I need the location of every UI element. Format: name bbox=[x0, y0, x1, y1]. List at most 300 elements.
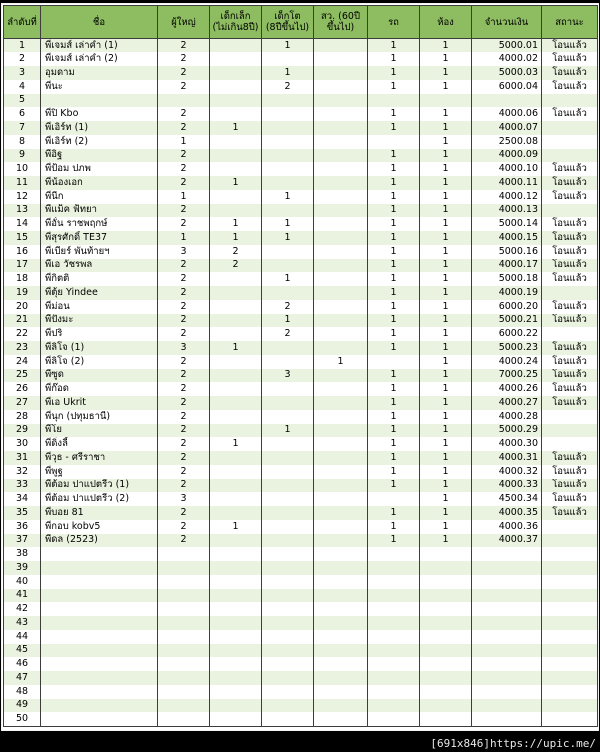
cell-amount[interactable]: 4000.35 bbox=[472, 506, 542, 520]
cell-kid-small[interactable] bbox=[210, 492, 262, 506]
cell-car[interactable]: 1 bbox=[368, 190, 420, 204]
cell-adult[interactable]: 1 bbox=[158, 231, 210, 245]
cell-room[interactable]: 1 bbox=[420, 149, 472, 163]
cell-kid-big[interactable] bbox=[262, 107, 314, 121]
cell-room[interactable]: 1 bbox=[420, 492, 472, 506]
cell-amount[interactable] bbox=[472, 547, 542, 561]
cell-status[interactable] bbox=[542, 671, 598, 685]
cell-amount[interactable]: 4000.19 bbox=[472, 286, 542, 300]
cell-senior[interactable] bbox=[314, 66, 368, 80]
cell-car[interactable] bbox=[368, 699, 420, 713]
cell-car[interactable]: 1 bbox=[368, 382, 420, 396]
cell-kid-small[interactable] bbox=[210, 80, 262, 94]
cell-kid-small[interactable] bbox=[210, 644, 262, 658]
cell-room[interactable]: 1 bbox=[420, 39, 472, 53]
cell-kid-big[interactable]: 1 bbox=[262, 231, 314, 245]
cell-amount[interactable] bbox=[472, 94, 542, 108]
cell-kid-small[interactable] bbox=[210, 149, 262, 163]
cell-status[interactable] bbox=[542, 602, 598, 616]
cell-amount[interactable] bbox=[472, 616, 542, 630]
cell-kid-big[interactable] bbox=[262, 162, 314, 176]
cell-car[interactable]: 1 bbox=[368, 259, 420, 273]
cell-kid-small[interactable] bbox=[210, 602, 262, 616]
cell-status[interactable]: โอนแล้ว bbox=[542, 300, 598, 314]
cell-room[interactable]: 1 bbox=[420, 259, 472, 273]
cell-name[interactable]: พี่เจมส์ เล่าคำ (1) bbox=[41, 39, 158, 53]
cell-kid-small[interactable] bbox=[210, 575, 262, 589]
cell-senior[interactable] bbox=[314, 176, 368, 190]
cell-car[interactable] bbox=[368, 589, 420, 603]
cell-kid-small[interactable]: 1 bbox=[210, 341, 262, 355]
cell-name[interactable]: พี่เอ วัชรพล bbox=[41, 259, 158, 273]
cell-senior[interactable] bbox=[314, 149, 368, 163]
cell-amount[interactable]: 7000.25 bbox=[472, 369, 542, 383]
cell-no[interactable]: 16 bbox=[4, 245, 41, 259]
cell-status[interactable]: โอนแล้ว bbox=[542, 369, 598, 383]
cell-adult[interactable]: 2 bbox=[158, 534, 210, 548]
cell-room[interactable] bbox=[420, 547, 472, 561]
cell-amount[interactable]: 5000.23 bbox=[472, 341, 542, 355]
cell-no[interactable]: 28 bbox=[4, 410, 41, 424]
cell-status[interactable]: โอนแล้ว bbox=[542, 492, 598, 506]
cell-no[interactable]: 44 bbox=[4, 630, 41, 644]
cell-amount[interactable]: 4000.07 bbox=[472, 121, 542, 135]
cell-room[interactable]: 1 bbox=[420, 534, 472, 548]
cell-senior[interactable] bbox=[314, 424, 368, 438]
cell-status[interactable]: โอนแล้ว bbox=[542, 52, 598, 66]
cell-car[interactable]: 1 bbox=[368, 107, 420, 121]
cell-amount[interactable]: 4000.17 bbox=[472, 259, 542, 273]
cell-adult[interactable] bbox=[158, 616, 210, 630]
cell-senior[interactable] bbox=[314, 300, 368, 314]
cell-name[interactable]: พี่ดิ่งลี้ bbox=[41, 437, 158, 451]
cell-name[interactable]: พี่ป้อม ปภพ bbox=[41, 162, 158, 176]
cell-no[interactable]: 24 bbox=[4, 355, 41, 369]
cell-name[interactable]: พี่วุธ - ศรีราชา bbox=[41, 451, 158, 465]
cell-kid-small[interactable] bbox=[210, 410, 262, 424]
cell-status[interactable] bbox=[542, 712, 598, 726]
cell-room[interactable]: 1 bbox=[420, 217, 472, 231]
cell-senior[interactable] bbox=[314, 245, 368, 259]
cell-status[interactable] bbox=[542, 94, 598, 108]
cell-room[interactable]: 1 bbox=[420, 314, 472, 328]
cell-no[interactable]: 13 bbox=[4, 204, 41, 218]
cell-no[interactable]: 25 bbox=[4, 369, 41, 383]
cell-name[interactable]: พี่เจมส์ เล่าคำ (2) bbox=[41, 52, 158, 66]
cell-status[interactable]: โอนแล้ว bbox=[542, 355, 598, 369]
cell-car[interactable]: 1 bbox=[368, 149, 420, 163]
cell-senior[interactable] bbox=[314, 217, 368, 231]
cell-name[interactable] bbox=[41, 685, 158, 699]
header-adult[interactable]: ผู้ใหญ่ bbox=[158, 6, 210, 39]
cell-room[interactable] bbox=[420, 589, 472, 603]
cell-amount[interactable]: 6000.04 bbox=[472, 80, 542, 94]
cell-car[interactable] bbox=[368, 602, 420, 616]
cell-kid-big[interactable]: 1 bbox=[262, 314, 314, 328]
cell-no[interactable]: 20 bbox=[4, 300, 41, 314]
cell-car[interactable]: 1 bbox=[368, 231, 420, 245]
cell-adult[interactable]: 2 bbox=[158, 66, 210, 80]
cell-kid-big[interactable] bbox=[262, 341, 314, 355]
cell-no[interactable]: 49 bbox=[4, 699, 41, 713]
cell-name[interactable]: พี่นีก bbox=[41, 190, 158, 204]
cell-name[interactable] bbox=[41, 94, 158, 108]
cell-car[interactable]: 1 bbox=[368, 534, 420, 548]
cell-kid-big[interactable] bbox=[262, 547, 314, 561]
cell-no[interactable]: 1 bbox=[4, 39, 41, 53]
cell-kid-big[interactable] bbox=[262, 149, 314, 163]
cell-room[interactable]: 1 bbox=[420, 424, 472, 438]
cell-senior[interactable] bbox=[314, 410, 368, 424]
header-car[interactable]: รถ bbox=[368, 6, 420, 39]
cell-adult[interactable]: 2 bbox=[158, 506, 210, 520]
cell-kid-big[interactable]: 1 bbox=[262, 424, 314, 438]
cell-no[interactable]: 19 bbox=[4, 286, 41, 300]
cell-adult[interactable] bbox=[158, 589, 210, 603]
cell-kid-big[interactable]: 2 bbox=[262, 327, 314, 341]
cell-kid-small[interactable]: 2 bbox=[210, 245, 262, 259]
cell-name[interactable]: พี่ปังมะ bbox=[41, 314, 158, 328]
cell-name[interactable]: พี่เบียร์ พันท้ายฯ bbox=[41, 245, 158, 259]
cell-name[interactable] bbox=[41, 547, 158, 561]
cell-room[interactable]: 1 bbox=[420, 396, 472, 410]
cell-name[interactable]: พี่พูฐ bbox=[41, 465, 158, 479]
cell-room[interactable] bbox=[420, 699, 472, 713]
cell-amount[interactable]: 4000.11 bbox=[472, 176, 542, 190]
cell-no[interactable]: 47 bbox=[4, 671, 41, 685]
cell-status[interactable] bbox=[542, 589, 598, 603]
cell-amount[interactable]: 4000.28 bbox=[472, 410, 542, 424]
cell-senior[interactable] bbox=[314, 107, 368, 121]
cell-adult[interactable] bbox=[158, 575, 210, 589]
cell-room[interactable] bbox=[420, 94, 472, 108]
cell-amount[interactable]: 4000.32 bbox=[472, 465, 542, 479]
cell-car[interactable]: 1 bbox=[368, 162, 420, 176]
cell-room[interactable]: 1 bbox=[420, 506, 472, 520]
cell-status[interactable] bbox=[542, 657, 598, 671]
cell-kid-big[interactable] bbox=[262, 602, 314, 616]
cell-kid-big[interactable] bbox=[262, 534, 314, 548]
cell-senior[interactable] bbox=[314, 534, 368, 548]
cell-amount[interactable]: 5000.18 bbox=[472, 272, 542, 286]
cell-room[interactable]: 1 bbox=[420, 327, 472, 341]
cell-senior[interactable] bbox=[314, 699, 368, 713]
cell-room[interactable]: 1 bbox=[420, 451, 472, 465]
cell-kid-small[interactable] bbox=[210, 424, 262, 438]
cell-room[interactable] bbox=[420, 685, 472, 699]
cell-senior[interactable] bbox=[314, 520, 368, 534]
cell-amount[interactable]: 4000.10 bbox=[472, 162, 542, 176]
cell-adult[interactable] bbox=[158, 547, 210, 561]
cell-name[interactable]: พี่นุก (ปทุมธานี) bbox=[41, 410, 158, 424]
cell-amount[interactable]: 2500.08 bbox=[472, 135, 542, 149]
cell-kid-big[interactable] bbox=[262, 520, 314, 534]
cell-status[interactable] bbox=[542, 149, 598, 163]
cell-status[interactable]: โอนแล้ว bbox=[542, 245, 598, 259]
cell-name[interactable]: พี่ต้อม ปาแปตรีว (2) bbox=[41, 492, 158, 506]
header-senior[interactable]: สว. (60ปี ขึ้นไป) bbox=[314, 6, 368, 39]
cell-name[interactable]: พี่อั๋น ราชพฤกษ์ bbox=[41, 217, 158, 231]
cell-car[interactable]: 1 bbox=[368, 520, 420, 534]
cell-room[interactable]: 1 bbox=[420, 520, 472, 534]
cell-status[interactable] bbox=[542, 135, 598, 149]
cell-name[interactable]: พี่กิตติ bbox=[41, 272, 158, 286]
cell-status[interactable]: โอนแล้ว bbox=[542, 341, 598, 355]
cell-no[interactable]: 37 bbox=[4, 534, 41, 548]
header-room[interactable]: ห้อง bbox=[420, 6, 472, 39]
cell-name[interactable] bbox=[41, 589, 158, 603]
cell-senior[interactable] bbox=[314, 190, 368, 204]
cell-senior[interactable]: 1 bbox=[314, 355, 368, 369]
cell-name[interactable]: พี่ตุ้ย Yindee bbox=[41, 286, 158, 300]
cell-room[interactable] bbox=[420, 657, 472, 671]
cell-kid-small[interactable] bbox=[210, 465, 262, 479]
cell-amount[interactable]: 4000.31 bbox=[472, 451, 542, 465]
cell-kid-big[interactable] bbox=[262, 410, 314, 424]
cell-kid-big[interactable] bbox=[262, 94, 314, 108]
cell-car[interactable]: 1 bbox=[368, 121, 420, 135]
cell-senior[interactable] bbox=[314, 94, 368, 108]
cell-status[interactable] bbox=[542, 575, 598, 589]
cell-room[interactable]: 1 bbox=[420, 231, 472, 245]
cell-amount[interactable]: 4000.15 bbox=[472, 231, 542, 245]
cell-senior[interactable] bbox=[314, 327, 368, 341]
cell-kid-small[interactable]: 1 bbox=[210, 176, 262, 190]
cell-status[interactable]: โอนแล้ว bbox=[542, 506, 598, 520]
cell-kid-small[interactable] bbox=[210, 396, 262, 410]
cell-name[interactable]: อุมดาม bbox=[41, 66, 158, 80]
cell-adult[interactable] bbox=[158, 644, 210, 658]
cell-name[interactable]: พี่นะ bbox=[41, 80, 158, 94]
cell-car[interactable]: 1 bbox=[368, 465, 420, 479]
cell-name[interactable]: พี่เอ Ukrit bbox=[41, 396, 158, 410]
cell-no[interactable]: 23 bbox=[4, 341, 41, 355]
cell-name[interactable]: พี่เอิร์ท (2) bbox=[41, 135, 158, 149]
cell-name[interactable] bbox=[41, 561, 158, 575]
cell-car[interactable]: 1 bbox=[368, 369, 420, 383]
cell-no[interactable]: 17 bbox=[4, 259, 41, 273]
cell-car[interactable]: 1 bbox=[368, 245, 420, 259]
cell-senior[interactable] bbox=[314, 506, 368, 520]
cell-kid-big[interactable] bbox=[262, 176, 314, 190]
cell-room[interactable]: 1 bbox=[420, 369, 472, 383]
cell-kid-big[interactable]: 2 bbox=[262, 80, 314, 94]
cell-senior[interactable] bbox=[314, 80, 368, 94]
cell-kid-big[interactable]: 1 bbox=[262, 39, 314, 53]
cell-name[interactable] bbox=[41, 616, 158, 630]
cell-no[interactable]: 43 bbox=[4, 616, 41, 630]
cell-no[interactable]: 30 bbox=[4, 437, 41, 451]
cell-car[interactable]: 1 bbox=[368, 437, 420, 451]
cell-senior[interactable] bbox=[314, 630, 368, 644]
cell-car[interactable]: 1 bbox=[368, 327, 420, 341]
cell-kid-small[interactable] bbox=[210, 314, 262, 328]
cell-adult[interactable]: 2 bbox=[158, 314, 210, 328]
cell-no[interactable]: 50 bbox=[4, 712, 41, 726]
cell-kid-small[interactable] bbox=[210, 272, 262, 286]
cell-adult[interactable]: 2 bbox=[158, 286, 210, 300]
cell-car[interactable] bbox=[368, 492, 420, 506]
cell-kid-small[interactable] bbox=[210, 630, 262, 644]
cell-kid-big[interactable] bbox=[262, 492, 314, 506]
cell-status[interactable] bbox=[542, 121, 598, 135]
cell-senior[interactable] bbox=[314, 685, 368, 699]
cell-car[interactable]: 1 bbox=[368, 66, 420, 80]
cell-no[interactable]: 38 bbox=[4, 547, 41, 561]
cell-status[interactable]: โอนแล้ว bbox=[542, 451, 598, 465]
cell-room[interactable]: 1 bbox=[420, 176, 472, 190]
cell-status[interactable]: โอนแล้ว bbox=[542, 66, 598, 80]
cell-car[interactable]: 1 bbox=[368, 80, 420, 94]
cell-no[interactable]: 32 bbox=[4, 465, 41, 479]
cell-no[interactable]: 46 bbox=[4, 657, 41, 671]
cell-senior[interactable] bbox=[314, 259, 368, 273]
cell-kid-small[interactable] bbox=[210, 382, 262, 396]
cell-status[interactable] bbox=[542, 561, 598, 575]
cell-kid-big[interactable]: 1 bbox=[262, 66, 314, 80]
cell-status[interactable]: โอนแล้ว bbox=[542, 382, 598, 396]
cell-no[interactable]: 7 bbox=[4, 121, 41, 135]
cell-car[interactable]: 1 bbox=[368, 410, 420, 424]
cell-name[interactable]: พี่ปิ Kbo bbox=[41, 107, 158, 121]
cell-room[interactable]: 1 bbox=[420, 355, 472, 369]
cell-room[interactable]: 1 bbox=[420, 286, 472, 300]
cell-car[interactable]: 1 bbox=[368, 451, 420, 465]
cell-room[interactable]: 1 bbox=[420, 190, 472, 204]
cell-status[interactable] bbox=[542, 699, 598, 713]
cell-kid-small[interactable]: 2 bbox=[210, 259, 262, 273]
cell-amount[interactable]: 4000.36 bbox=[472, 520, 542, 534]
cell-senior[interactable] bbox=[314, 52, 368, 66]
cell-amount[interactable]: 4000.27 bbox=[472, 396, 542, 410]
cell-kid-small[interactable] bbox=[210, 355, 262, 369]
cell-adult[interactable]: 3 bbox=[158, 341, 210, 355]
cell-kid-small[interactable] bbox=[210, 369, 262, 383]
cell-status[interactable]: โอนแล้ว bbox=[542, 314, 598, 328]
cell-adult[interactable] bbox=[158, 685, 210, 699]
cell-kid-big[interactable] bbox=[262, 506, 314, 520]
cell-senior[interactable] bbox=[314, 561, 368, 575]
cell-room[interactable]: 1 bbox=[420, 382, 472, 396]
cell-no[interactable]: 33 bbox=[4, 479, 41, 493]
cell-kid-big[interactable] bbox=[262, 685, 314, 699]
cell-senior[interactable] bbox=[314, 121, 368, 135]
cell-kid-small[interactable]: 1 bbox=[210, 520, 262, 534]
cell-amount[interactable]: 4000.12 bbox=[472, 190, 542, 204]
cell-senior[interactable] bbox=[314, 589, 368, 603]
cell-name[interactable]: พี่ต้อม ปาแปตรีว (1) bbox=[41, 479, 158, 493]
cell-adult[interactable]: 2 bbox=[158, 382, 210, 396]
cell-status[interactable] bbox=[542, 534, 598, 548]
cell-kid-small[interactable] bbox=[210, 190, 262, 204]
cell-amount[interactable]: 5000.16 bbox=[472, 245, 542, 259]
cell-adult[interactable]: 2 bbox=[158, 520, 210, 534]
cell-status[interactable] bbox=[542, 616, 598, 630]
cell-no[interactable]: 2 bbox=[4, 52, 41, 66]
cell-room[interactable] bbox=[420, 616, 472, 630]
cell-amount[interactable]: 4000.02 bbox=[472, 52, 542, 66]
cell-amount[interactable] bbox=[472, 630, 542, 644]
cell-kid-small[interactable] bbox=[210, 39, 262, 53]
cell-amount[interactable]: 4500.34 bbox=[472, 492, 542, 506]
cell-kid-big[interactable]: 1 bbox=[262, 190, 314, 204]
cell-amount[interactable] bbox=[472, 685, 542, 699]
cell-name[interactable]: พี่ซูด bbox=[41, 369, 158, 383]
cell-room[interactable]: 1 bbox=[420, 107, 472, 121]
cell-kid-small[interactable] bbox=[210, 286, 262, 300]
cell-adult[interactable] bbox=[158, 671, 210, 685]
cell-kid-big[interactable] bbox=[262, 245, 314, 259]
cell-kid-big[interactable] bbox=[262, 382, 314, 396]
cell-adult[interactable]: 2 bbox=[158, 272, 210, 286]
cell-kid-small[interactable] bbox=[210, 52, 262, 66]
cell-adult[interactable]: 2 bbox=[158, 437, 210, 451]
cell-kid-small[interactable] bbox=[210, 451, 262, 465]
cell-status[interactable]: โอนแล้ว bbox=[542, 272, 598, 286]
cell-no[interactable]: 41 bbox=[4, 589, 41, 603]
cell-room[interactable]: 1 bbox=[420, 341, 472, 355]
cell-status[interactable]: โอนแล้ว bbox=[542, 259, 598, 273]
cell-room[interactable]: 1 bbox=[420, 121, 472, 135]
cell-senior[interactable] bbox=[314, 382, 368, 396]
cell-adult[interactable] bbox=[158, 602, 210, 616]
cell-amount[interactable] bbox=[472, 699, 542, 713]
cell-room[interactable]: 1 bbox=[420, 204, 472, 218]
cell-name[interactable] bbox=[41, 671, 158, 685]
cell-kid-small[interactable] bbox=[210, 66, 262, 80]
cell-adult[interactable]: 2 bbox=[158, 259, 210, 273]
cell-senior[interactable] bbox=[314, 492, 368, 506]
cell-name[interactable]: พี่ก๊อด bbox=[41, 382, 158, 396]
cell-car[interactable] bbox=[368, 547, 420, 561]
cell-kid-small[interactable] bbox=[210, 94, 262, 108]
cell-adult[interactable] bbox=[158, 699, 210, 713]
cell-name[interactable]: พี่กอบ kobv5 bbox=[41, 520, 158, 534]
cell-kid-small[interactable] bbox=[210, 107, 262, 121]
cell-senior[interactable] bbox=[314, 712, 368, 726]
cell-kid-big[interactable] bbox=[262, 121, 314, 135]
cell-kid-small[interactable] bbox=[210, 657, 262, 671]
header-no[interactable]: ลำดับที่ bbox=[4, 6, 41, 39]
cell-amount[interactable]: 4000.37 bbox=[472, 534, 542, 548]
cell-name[interactable]: พี่แม็ค ฟ้ทยา bbox=[41, 204, 158, 218]
cell-adult[interactable] bbox=[158, 712, 210, 726]
cell-name[interactable] bbox=[41, 644, 158, 658]
cell-car[interactable] bbox=[368, 630, 420, 644]
cell-status[interactable]: โอนแล้ว bbox=[542, 107, 598, 121]
cell-car[interactable] bbox=[368, 685, 420, 699]
cell-name[interactable]: พี่ลิโจ (2) bbox=[41, 355, 158, 369]
cell-amount[interactable]: 4000.09 bbox=[472, 149, 542, 163]
cell-room[interactable]: 1 bbox=[420, 272, 472, 286]
cell-senior[interactable] bbox=[314, 135, 368, 149]
cell-room[interactable] bbox=[420, 561, 472, 575]
cell-adult[interactable]: 2 bbox=[158, 465, 210, 479]
cell-kid-big[interactable] bbox=[262, 616, 314, 630]
cell-kid-big[interactable]: 3 bbox=[262, 369, 314, 383]
cell-adult[interactable] bbox=[158, 630, 210, 644]
cell-status[interactable] bbox=[542, 685, 598, 699]
cell-kid-big[interactable] bbox=[262, 644, 314, 658]
cell-adult[interactable]: 2 bbox=[158, 424, 210, 438]
cell-senior[interactable] bbox=[314, 644, 368, 658]
cell-status[interactable] bbox=[542, 630, 598, 644]
cell-senior[interactable] bbox=[314, 204, 368, 218]
cell-car[interactable]: 1 bbox=[368, 39, 420, 53]
cell-kid-small[interactable] bbox=[210, 204, 262, 218]
cell-no[interactable]: 36 bbox=[4, 520, 41, 534]
cell-kid-small[interactable] bbox=[210, 135, 262, 149]
